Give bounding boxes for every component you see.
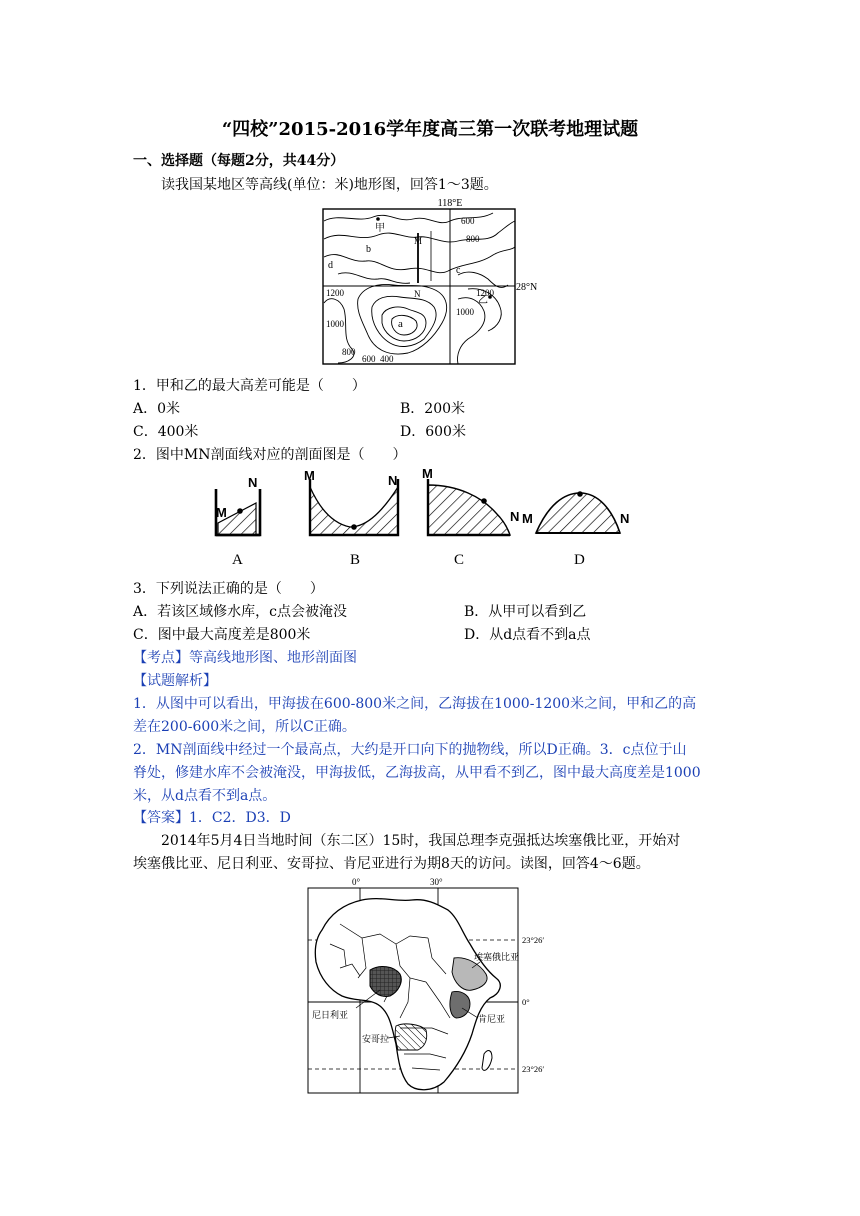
contour-label: 1200: [326, 288, 344, 298]
profile-figures: [208, 465, 640, 569]
key-point: 【考点】等高线地形图、地形剖面图: [133, 650, 357, 666]
africa-map: [300, 878, 560, 1100]
contour-label: 1000: [456, 307, 474, 317]
question-3-option-d: D．从d点看不到a点: [464, 627, 591, 643]
profile-d-n: N: [620, 511, 630, 526]
point-m: M: [414, 236, 423, 246]
lat-s-label: 23°26′: [522, 1064, 545, 1074]
analysis-line: 米，从d点看不到a点。: [133, 788, 277, 804]
lon-0-label: 0°: [352, 878, 361, 887]
question-2-stem: 2．图中MN剖面线对应的剖面图是（ ）: [133, 447, 407, 463]
point-b: b: [366, 244, 371, 255]
profile-c-m: M: [422, 466, 433, 481]
analysis-line: 2．MN剖面线中经过一个最高点，大约是开口向下的抛物线，所以D正确。3．c点位于山: [133, 742, 687, 758]
profile-a-n: N: [248, 475, 258, 490]
analysis-heading: 【试题解析】: [133, 673, 217, 689]
profile-c-letter: C: [454, 552, 465, 568]
question-1-option-a: A．0米: [133, 401, 181, 417]
contour-label: 600: [461, 216, 475, 226]
profile-b-letter: B: [350, 552, 361, 568]
point-yi: 乙: [478, 295, 488, 306]
question-1-option-b: B．200米: [400, 401, 466, 417]
contour-label: 1200: [476, 288, 494, 298]
question-intro-1: 读我国某地区等高线(单位：米)地形图，回答1～3题。: [161, 177, 498, 193]
profile-d-m: M: [522, 511, 533, 526]
lon-30-label: 30°: [430, 878, 443, 887]
profile-b-m: M: [304, 468, 315, 483]
point-d: d: [328, 260, 333, 271]
analysis-line: 脊处，修建水库不会被淹没，甲海拔低，乙海拔高，从甲看不到乙，图中最大高度差是1000: [133, 765, 701, 781]
profile-d: [522, 491, 629, 568]
passage-line: 埃塞俄比亚、尼日利亚、安哥拉、肯尼亚进行为期8天的访问。读图，回答4～6题。: [133, 856, 650, 872]
profile-b: [304, 468, 398, 568]
point-n: N: [414, 289, 421, 299]
angola-region: [395, 1024, 427, 1050]
profile-a-m: M: [216, 505, 227, 520]
profile-a: [216, 475, 260, 568]
ethiopia-label: 埃塞俄比亚: [474, 952, 520, 962]
analysis-line: 差在200-600米之间，所以C正确。: [133, 719, 356, 735]
analysis-line: 1．从图中可以看出，甲海拔在600-800米之间，乙海拔在1000-1200米之间，甲和乙的高: [133, 696, 697, 712]
contour-map: [318, 199, 542, 369]
contour-label: 800: [342, 347, 356, 357]
nigeria-label: 尼日利亚: [312, 1010, 349, 1020]
question-3-option-c: C．图中最大高度差是800米: [133, 627, 311, 643]
profile-c: [422, 466, 519, 568]
passage-line: 2014年5月4日当地时间（东二区）15时，我国总理李克强抵达埃塞俄比亚，开始对: [161, 833, 681, 849]
question-1-option-c: C．400米: [133, 424, 199, 440]
profile-b-n: N: [388, 473, 398, 488]
contour-label: 800: [466, 234, 480, 244]
angola-label: 安哥拉: [362, 1034, 390, 1044]
point-jia: 甲: [375, 223, 385, 234]
profile-c-n: N: [510, 509, 520, 524]
page-title: “四校”2015-2016学年度高三第一次联考地理试题: [221, 119, 639, 140]
point-c: c: [456, 265, 461, 276]
profile-a-letter: A: [232, 552, 243, 568]
contour-label: 400: [380, 354, 394, 364]
contour-label: 600: [362, 354, 376, 364]
answer-line: 【答案】1．C2．D3．D: [133, 810, 291, 826]
lat-0-label: 0°: [522, 997, 530, 1007]
question-3-option-b: B．从甲可以看到乙: [464, 604, 587, 620]
profile-d-letter: D: [574, 552, 585, 568]
kenya-label: 肯尼亚: [478, 1014, 506, 1024]
contour-label: 1000: [326, 319, 344, 329]
section-heading: 一、选择题（每题2分，共44分）: [133, 153, 345, 169]
latitude-label: 28°N: [516, 282, 538, 293]
longitude-label: 118°E: [437, 199, 463, 209]
point-a: a: [398, 318, 403, 330]
question-1-stem: 1．甲和乙的最大高差可能是（ ）: [133, 378, 366, 394]
question-3-stem: 3．下列说法正确的是（ ）: [133, 581, 324, 597]
question-1-option-d: D．600米: [400, 424, 466, 440]
question-3-option-a: A．若该区域修水库，c点会被淹没: [133, 604, 347, 620]
lat-n-label: 23°26′: [522, 935, 545, 945]
